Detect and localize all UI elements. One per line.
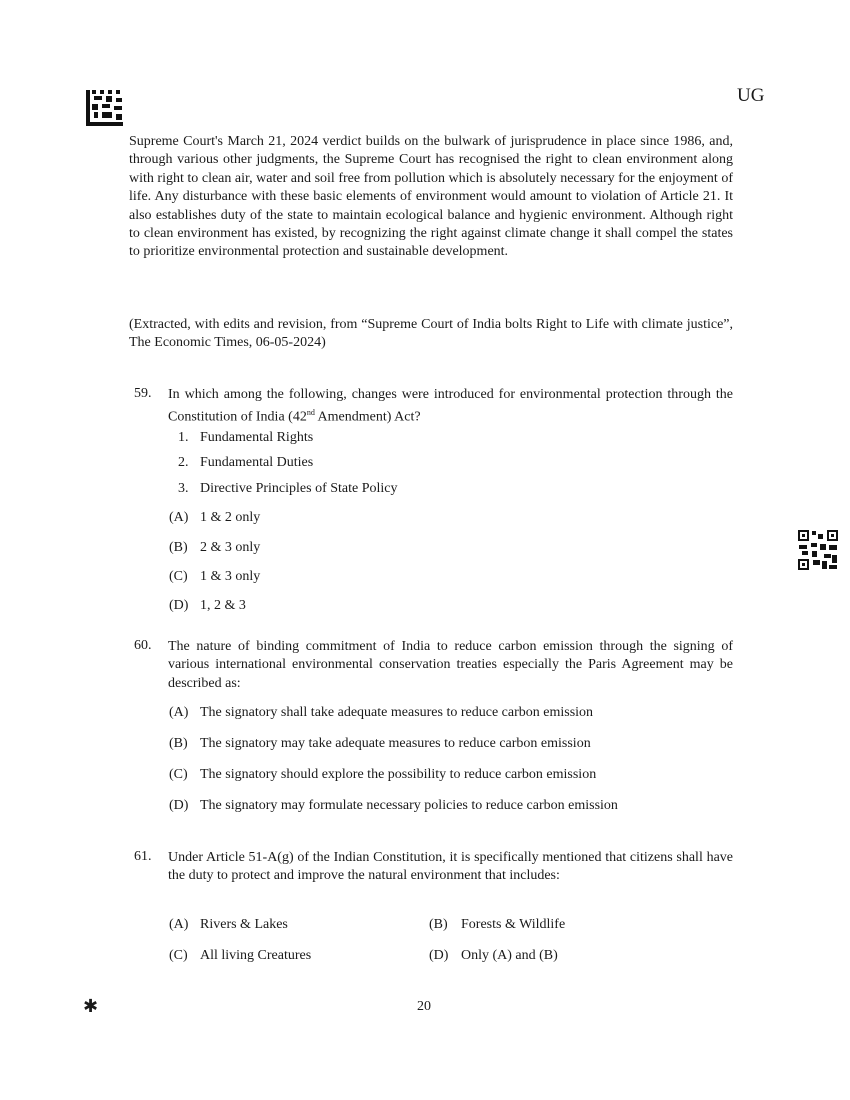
question-text: Under Article 51-A(g) of the Indian Constitution, it is specifically mentioned that citizens shall have the duty to protect and improve the natural environment that includes: [168,850,733,884]
option-label: (A) [169,917,189,932]
option-text: Rivers & Lakes [200,917,288,932]
option-label: (D) [169,798,189,813]
superscript: nd [306,408,315,418]
option-text: All living Creatures [200,948,312,963]
option-text: 1 & 2 only [200,510,261,525]
option-label: (D) [169,598,189,613]
option-text: The signatory should explore the possibility to reduce carbon emission [200,767,597,782]
list-item: Directive Principles of State Policy [200,481,398,496]
question-number: 60. [134,638,152,653]
option-label: (B) [429,917,448,932]
option-text: 1, 2 & 3 [200,598,246,613]
option-label: (B) [169,736,188,751]
option-label: (C) [169,948,188,963]
option-text: The signatory may take adequate measures to reduce carbon emission [200,736,591,751]
option-text: Only (A) and (B) [461,948,558,963]
paper-code: UG [737,85,765,106]
option-label: (B) [169,540,188,555]
option-text: The signatory may formulate necessary policies to reduce carbon emission [200,798,618,813]
option-text: 2 & 3 only [200,540,261,555]
option-label: (D) [429,948,449,963]
option-text: 1 & 3 only [200,569,261,584]
option-label: (A) [169,510,189,525]
option-label: (A) [169,705,189,720]
option-label: (C) [169,569,188,584]
page-number: 20 [417,999,431,1014]
question-text-part: Amendment) Act? [314,410,421,426]
option-label: (C) [169,767,188,782]
question-number: 59. [134,386,152,401]
list-item: Fundamental Rights [200,430,314,445]
qr-code-icon [798,530,838,570]
question-number: 61. [134,849,152,864]
question-text: The nature of binding commitment of India to reduce carbon emission through the signing of various international environmental conservation treaties especially the Paris Agreement may be described as: [168,639,733,691]
option-text: The signatory shall take adequate measures to reduce carbon emission [200,705,594,720]
question-text [168,386,733,427]
list-item-number: 3. [178,481,189,496]
star-mark-icon: ✱ [83,996,99,1017]
passage-source: (Extracted, with edits and revision, from “Supreme Court of India bolts Right to Life with climate justice”, The Economic Times, 06-05-2024) [129,317,733,351]
option-text: Forests & Wildlife [461,917,566,932]
list-item: Fundamental Duties [200,455,314,470]
passage-text: Supreme Court's March 21, 2024 verdict builds on the bulwark of jurisprudence in place since 1986, and, through various other judgments, the Supreme Court has recognised the right to clean environment along with right to clean air, water and soil free from pollution which is absolutely necessary for the enjoyment of life. Any disturbance with these basic elements of environment would amount to violation of Article 21. It also establishes duty of the state to maintain ecological balance and hygienic environment. Although right to clean environment has existed, by recognizing the right against climate change it shall compel the states to prioritize environmental protection and sustainable development. [129,134,733,260]
list-item-number: 1. [178,430,189,445]
question-text-part: In which among the following, changes were introduced for environmental protection through the Constitution of India (42 [168,387,733,426]
list-item-number: 2. [178,455,189,470]
datamatrix-code-icon [86,90,123,126]
